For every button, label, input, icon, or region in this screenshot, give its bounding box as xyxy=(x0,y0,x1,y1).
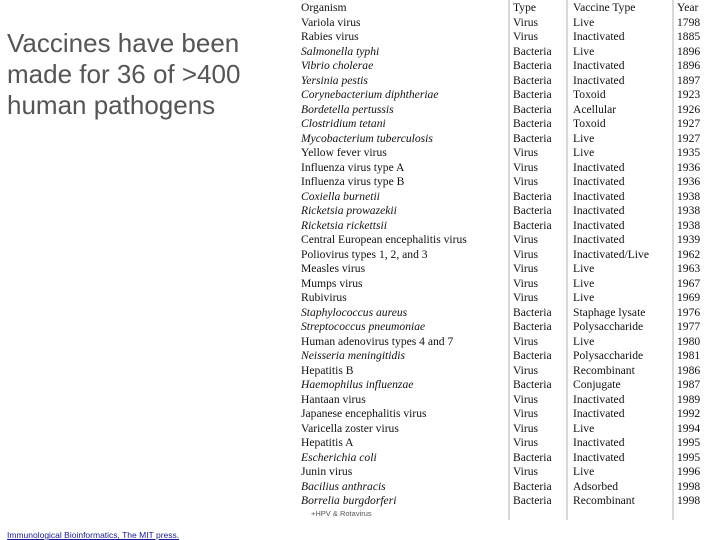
cell-organism: Hantaan virus xyxy=(301,392,366,406)
cell-year: 1897 xyxy=(677,73,701,87)
cell-type: Virus xyxy=(513,30,539,43)
table-row xyxy=(301,277,717,292)
cell-year: 1989 xyxy=(677,392,701,406)
cell-year: 1992 xyxy=(677,407,701,420)
cell-year: 1896 xyxy=(677,59,701,72)
cell-year: 1980 xyxy=(677,334,701,348)
cell-vaccine-type: Live xyxy=(573,276,595,290)
header-vaccine-type: Vaccine Type xyxy=(573,1,636,14)
cell-organism: Influenza virus type B xyxy=(301,175,405,188)
table-row xyxy=(301,16,717,31)
cell-type: Bacteria xyxy=(513,305,552,319)
cell-organism: Measles virus xyxy=(301,262,366,275)
table-row xyxy=(301,291,717,306)
cell-organism: Streptococcus pneumoniae xyxy=(301,320,426,333)
cell-vaccine-type: Inactivated xyxy=(573,160,625,174)
cell-type: Virus xyxy=(513,465,539,478)
cell-vaccine-type: Inactivated xyxy=(573,189,625,203)
table-header-row xyxy=(301,1,717,16)
cell-type: Virus xyxy=(513,15,539,29)
table-row xyxy=(301,320,717,335)
table-row xyxy=(301,248,717,263)
cell-year: 1962 xyxy=(677,247,701,261)
cell-type: Virus xyxy=(513,363,539,377)
footnote: +HPV & Rotavirus xyxy=(311,509,372,518)
cell-type: Bacteria xyxy=(513,479,552,493)
cell-vaccine-type: Recombinant xyxy=(573,494,635,507)
cell-organism: Staphylococcus aureus xyxy=(301,305,408,319)
cell-type: Virus xyxy=(513,175,539,188)
table-row xyxy=(301,219,717,234)
cell-type: Virus xyxy=(513,436,539,449)
cell-vaccine-type: Polysaccharide xyxy=(573,320,644,333)
cell-year: 1977 xyxy=(677,320,701,333)
table-row xyxy=(301,335,717,350)
cell-vaccine-type: Inactivated xyxy=(573,450,625,464)
cell-organism: Ricketsia rickettsii xyxy=(301,218,387,232)
cell-year: 1963 xyxy=(677,262,701,275)
table-row xyxy=(301,465,717,480)
cell-year: 1995 xyxy=(677,436,701,449)
cell-year: 1923 xyxy=(677,88,701,101)
table-row xyxy=(301,161,717,176)
cell-organism: Neisseria meningitidis xyxy=(301,349,406,362)
source-citation-link[interactable]: Immunological Bioinformatics, The MIT press. xyxy=(7,530,180,540)
cell-year: 1927 xyxy=(677,131,701,145)
cell-organism: Varicella zoster virus xyxy=(301,421,399,435)
cell-organism: Vibrio cholerae xyxy=(301,59,374,72)
cell-vaccine-type: Inactivated xyxy=(573,233,625,246)
cell-organism: Influenza virus type A xyxy=(301,160,405,174)
cell-type: Virus xyxy=(513,334,539,348)
cell-organism: Corynebacterium diphtheriae xyxy=(301,88,439,101)
table-row xyxy=(301,175,717,190)
table-row xyxy=(301,74,717,89)
cell-type: Bacteria xyxy=(513,131,552,145)
table-row xyxy=(301,422,717,437)
cell-vaccine-type: Inactivated xyxy=(573,407,625,420)
cell-vaccine-type: Toxoid xyxy=(573,117,606,130)
cell-type: Virus xyxy=(513,291,539,304)
cell-organism: Borrelia burgdorferi xyxy=(301,494,397,507)
cell-vaccine-type: Inactivated xyxy=(573,218,625,232)
cell-organism: Salmonella typhi xyxy=(301,44,380,58)
cell-vaccine-type: Toxoid xyxy=(573,88,606,101)
cell-organism: Japanese encephalitis virus xyxy=(301,407,427,420)
cell-vaccine-type: Live xyxy=(573,131,595,145)
header-organism: Organism xyxy=(301,1,347,14)
cell-type: Bacteria xyxy=(513,320,552,333)
cell-year: 1926 xyxy=(677,102,701,116)
cell-organism: Ricketsia prowazekii xyxy=(301,204,397,217)
cell-type: Bacteria xyxy=(513,189,552,203)
cell-year: 1935 xyxy=(677,146,701,159)
slide-title: Vaccines have been made for 36 of >400 human pathogens xyxy=(7,28,241,120)
cell-type: Bacteria xyxy=(513,378,552,391)
header-year: Year xyxy=(677,1,699,14)
cell-year: 1938 xyxy=(677,189,701,203)
table-row xyxy=(301,45,717,60)
cell-year: 1998 xyxy=(677,479,701,493)
cell-vaccine-type: Live xyxy=(573,465,595,478)
table-row xyxy=(301,30,717,45)
cell-vaccine-type: Staphage lysate xyxy=(573,305,646,319)
cell-year: 1798 xyxy=(677,15,701,29)
cell-organism: Junin virus xyxy=(301,465,353,478)
cell-year: 1936 xyxy=(677,175,701,188)
cell-organism: Escherichia coli xyxy=(301,450,377,464)
cell-vaccine-type: Inactivated xyxy=(573,175,625,188)
table-row xyxy=(301,364,717,379)
cell-type: Bacteria xyxy=(513,117,552,130)
cell-type: Virus xyxy=(513,276,539,290)
cell-vaccine-type: Live xyxy=(573,44,595,58)
table-row xyxy=(301,190,717,205)
cell-organism: Rabies virus xyxy=(301,30,359,43)
table-row xyxy=(301,480,717,495)
table-row xyxy=(301,349,717,364)
table-row xyxy=(301,88,717,103)
cell-vaccine-type: Conjugate xyxy=(573,378,621,391)
cell-vaccine-type: Live xyxy=(573,15,595,29)
cell-type: Virus xyxy=(513,146,539,159)
cell-type: Virus xyxy=(513,392,539,406)
cell-type: Bacteria xyxy=(513,102,552,116)
cell-type: Virus xyxy=(513,160,539,174)
table-row xyxy=(301,451,717,466)
cell-organism: Rubivirus xyxy=(301,291,347,304)
cell-vaccine-type: Inactivated xyxy=(573,392,625,406)
cell-organism: Variola virus xyxy=(301,15,361,29)
table-row xyxy=(301,494,717,509)
cell-vaccine-type: Live xyxy=(573,146,595,159)
cell-vaccine-type: Inactivated xyxy=(573,436,625,449)
cell-year: 1976 xyxy=(677,305,701,319)
table-row xyxy=(301,103,717,118)
table-row xyxy=(301,407,717,422)
cell-year: 1938 xyxy=(677,204,701,217)
table-body xyxy=(301,16,717,509)
table-row xyxy=(301,132,717,147)
cell-organism: Poliovirus types 1, 2, and 3 xyxy=(301,247,428,261)
table-row xyxy=(301,59,717,74)
cell-year: 1936 xyxy=(677,160,701,174)
cell-year: 1939 xyxy=(677,233,701,246)
cell-vaccine-type: Inactivated xyxy=(573,59,625,72)
cell-year: 1967 xyxy=(677,276,701,290)
cell-year: 1986 xyxy=(677,363,701,377)
cell-vaccine-type: Live xyxy=(573,334,595,348)
cell-vaccine-type: Adsorbed xyxy=(573,479,619,493)
vaccine-table xyxy=(301,1,717,509)
cell-type: Bacteria xyxy=(513,450,552,464)
cell-year: 1938 xyxy=(677,218,701,232)
table-row xyxy=(301,262,717,277)
cell-vaccine-type: Live xyxy=(573,421,595,435)
cell-vaccine-type: Inactivated xyxy=(573,73,625,87)
cell-type: Virus xyxy=(513,407,539,420)
cell-year: 1987 xyxy=(677,378,701,391)
table-row xyxy=(301,393,717,408)
cell-organism: Bacilius anthracis xyxy=(301,479,386,493)
cell-year: 1969 xyxy=(677,291,701,304)
cell-organism: Yersinia pestis xyxy=(301,73,368,87)
cell-vaccine-type: Polysaccharide xyxy=(573,349,644,362)
cell-organism: Clostridium tetani xyxy=(301,117,386,130)
cell-organism: Mumps virus xyxy=(301,276,363,290)
cell-organism: Mycobacterium tuberculosis xyxy=(301,131,433,145)
cell-organism: Hepatitis B xyxy=(301,363,354,377)
cell-year: 1995 xyxy=(677,450,701,464)
cell-organism: Bordetella pertussis xyxy=(301,102,394,116)
cell-type: Bacteria xyxy=(513,204,552,217)
cell-organism: Central European encephalitis virus xyxy=(301,233,467,246)
cell-vaccine-type: Live xyxy=(573,262,595,275)
cell-type: Bacteria xyxy=(513,218,552,232)
cell-vaccine-type: Inactivated xyxy=(573,204,625,217)
cell-type: Bacteria xyxy=(513,349,552,362)
cell-vaccine-type: Recombinant xyxy=(573,363,635,377)
cell-type: Virus xyxy=(513,421,539,435)
cell-year: 1996 xyxy=(677,465,701,478)
cell-organism: Human adenovirus types 4 and 7 xyxy=(301,334,454,348)
cell-type: Bacteria xyxy=(513,73,552,87)
cell-type: Bacteria xyxy=(513,44,552,58)
cell-vaccine-type: Live xyxy=(573,291,595,304)
table-row xyxy=(301,306,717,321)
table-row xyxy=(301,146,717,161)
cell-organism: Yellow fever virus xyxy=(301,146,387,159)
cell-type: Virus xyxy=(513,262,539,275)
table-row xyxy=(301,378,717,393)
cell-type: Bacteria xyxy=(513,59,552,72)
cell-year: 1896 xyxy=(677,44,701,58)
cell-year: 1994 xyxy=(677,421,701,435)
cell-year: 1927 xyxy=(677,117,701,130)
cell-year: 1998 xyxy=(677,494,701,507)
cell-type: Bacteria xyxy=(513,494,552,507)
table-row xyxy=(301,436,717,451)
cell-type: Bacteria xyxy=(513,88,552,101)
table-row xyxy=(301,233,717,248)
cell-vaccine-type: Inactivated/Live xyxy=(573,247,649,261)
cell-organism: Coxiella burnetii xyxy=(301,189,380,203)
cell-organism: Hepatitis A xyxy=(301,436,354,449)
cell-type: Virus xyxy=(513,233,539,246)
cell-organism: Haemophilus influenzae xyxy=(301,378,414,391)
cell-vaccine-type: Inactivated xyxy=(573,30,625,43)
cell-year: 1885 xyxy=(677,30,701,43)
cell-year: 1981 xyxy=(677,349,701,362)
table-row xyxy=(301,117,717,132)
cell-vaccine-type: Acellular xyxy=(573,102,617,116)
table-row xyxy=(301,204,717,219)
header-type: Type xyxy=(513,1,537,14)
cell-type: Virus xyxy=(513,247,539,261)
